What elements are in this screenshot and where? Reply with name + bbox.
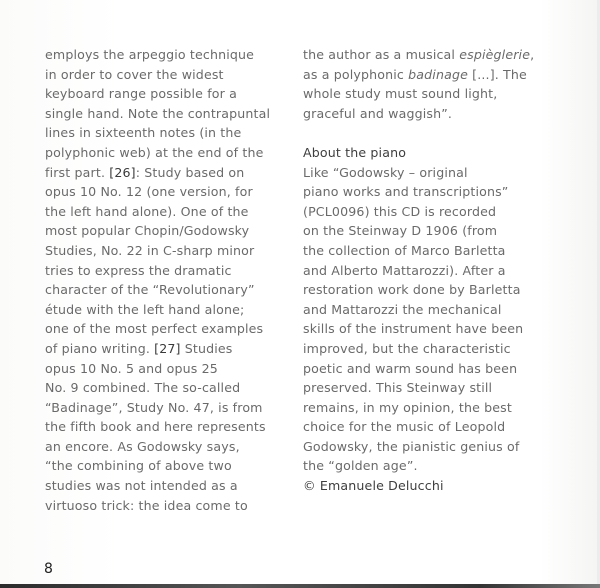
text-fragment: the author as a musical (303, 47, 460, 62)
text-line: studies was not intended as a (45, 478, 238, 494)
text-line: poetic and warm sound has been (303, 360, 518, 376)
text-line: and Mattarozzi the mechanical (303, 301, 502, 317)
text-line: and Alberto Mattarozzi). After a (303, 262, 506, 278)
italic-term: espièglerie (459, 47, 531, 62)
text-line: étude with the left hand alone; (45, 301, 245, 317)
text-line: whole study must sound light, (303, 86, 498, 102)
paragraph-gap (303, 123, 534, 143)
italic-term: badinage (408, 66, 469, 82)
text-line: piano works and transcriptions” (303, 184, 509, 200)
text-line: on the Steinway D 1906 (from (303, 223, 498, 239)
text-line: opus 10 No. 12 (one version, for (45, 184, 253, 200)
text-line: the left hand alone). One of the (45, 203, 249, 219)
text-line: skills of the instrument have been (303, 321, 524, 337)
text-line: restoration work done by Barletta (303, 282, 521, 298)
text-line: single hand. Note the contrapuntal (45, 105, 271, 121)
text-line: the collection of Marco Barletta (303, 242, 506, 258)
text-line: “the combining of above two (45, 458, 232, 474)
text-line: preserved. This Steinway still (303, 380, 493, 396)
text-line: Like “Godowsky – original (303, 164, 468, 180)
text-line: remains, in my opinion, the best (303, 399, 512, 415)
text-line: one of the most perfect examples (45, 321, 264, 337)
text-line: Studies, No. 22 in C-sharp minor (45, 242, 255, 258)
text-line: most popular Chopin/Godowsky (45, 223, 250, 239)
text-line: employs the arpeggio technique (45, 47, 255, 62)
track-reference-27: [27] (154, 340, 181, 356)
section-heading: About the piano (303, 144, 407, 160)
text-line: graceful and waggish”. (303, 105, 453, 121)
text-line: “Badinage”, Study No. 47, is from (45, 399, 263, 415)
text-line: (PCL0096) this CD is recorded (303, 203, 497, 219)
text-line: improved, but the characteristic (303, 340, 511, 356)
text-fragment: [...]. The (468, 66, 527, 82)
text-line: in order to cover the widest (45, 66, 224, 82)
text-line: virtuoso trick: the idea come to (45, 497, 248, 513)
text-line: the fifth book and here represents (45, 419, 266, 435)
left-column (45, 45, 270, 515)
text-fragment: of piano writing. (45, 340, 155, 356)
text-line: No. 9 combined. The so-called (45, 380, 241, 396)
track-reference-26: [26] (109, 164, 136, 180)
text-line: character of the “Revolutionary” (45, 282, 255, 298)
text-line: keyboard range possible for a (45, 86, 237, 102)
text-line: polyphonic web) at the end of the (45, 144, 264, 160)
text-line: choice for the music of Leopold (303, 419, 506, 435)
text-line (45, 163, 270, 183)
text-fragment: as a polyphonic (303, 66, 409, 82)
text-line: tries to express the dramatic (45, 262, 232, 278)
text-line: lines in sixteenth notes (in the (45, 125, 242, 141)
right-column (303, 45, 534, 496)
text-line: opus 10 No. 5 and opus 25 (45, 360, 218, 376)
text-fragment: : Study based on (135, 164, 245, 180)
page-number: 8 (44, 561, 53, 577)
text-line (303, 65, 534, 85)
text-line: the “golden age”. (303, 458, 418, 474)
text-line: an encore. As Godowsky says, (45, 438, 240, 454)
text-fragment: first part. (45, 164, 110, 180)
text-line: Godowsky, the pianistic genius of (303, 438, 520, 454)
scan-bottom-edge (0, 584, 600, 588)
author-credit: © Emanuele Delucchi (303, 478, 444, 494)
text-line (303, 45, 534, 65)
text-fragment: Studies (180, 340, 233, 356)
text-line (45, 339, 270, 359)
text-fragment: , (530, 47, 535, 62)
